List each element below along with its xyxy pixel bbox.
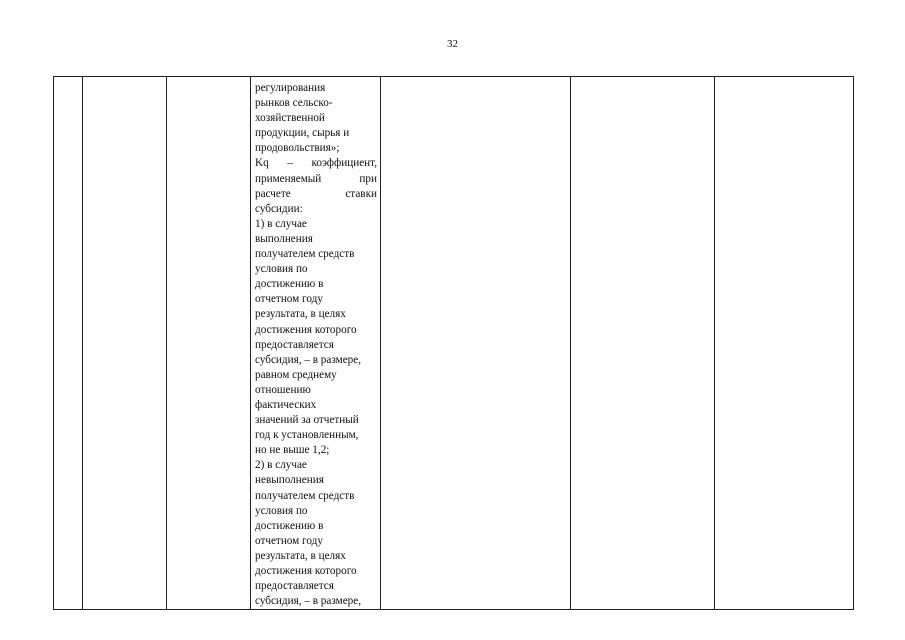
text-line: субсидии: [255, 202, 303, 215]
text-line: субсидия, – в размере, [255, 595, 362, 608]
text-word: применяемый [255, 172, 322, 185]
subsidy-formula-text [251, 77, 380, 609]
table-cell-col-3 [167, 77, 251, 610]
text-line: продовольствия»; [255, 142, 340, 155]
table-cell-col-7 [715, 77, 854, 610]
table-cell-col-2 [83, 77, 167, 610]
table-row [54, 77, 854, 610]
text-line: достижения которого [255, 323, 357, 336]
text-line: предоставляется [255, 580, 334, 593]
text-line: условия по [255, 504, 308, 517]
text-line: 1) в случае [255, 217, 307, 230]
text-line: отношению [255, 383, 311, 396]
text-line: 2) в случае [255, 459, 307, 472]
text-word: ставки [345, 187, 377, 200]
text-line [255, 172, 377, 187]
text-line: предоставляется [255, 338, 334, 351]
text-word: коэффициент, [311, 157, 377, 170]
text-word: Kq [255, 157, 269, 170]
table-cell-col-5 [381, 77, 571, 610]
text-line: достижения которого [255, 565, 357, 577]
text-line: условия по [255, 263, 308, 276]
text-line: но не выше 1,2; [255, 444, 330, 457]
text-line: достижению в [255, 278, 324, 291]
text-line: год к установленным, [255, 429, 359, 442]
text-line [255, 187, 377, 202]
text-line: фактических [255, 398, 317, 411]
table-cell-col-1 [54, 77, 83, 610]
text-line: невыполнения [255, 474, 324, 487]
document-table [53, 76, 854, 610]
text-line: хозяйственной [255, 112, 325, 125]
text-line: рынков сельско- [255, 97, 333, 110]
text-line: результата, в целях [255, 549, 346, 562]
text-line: достижению в [255, 519, 324, 532]
text-line: равном среднему [255, 368, 337, 381]
text-word: расчете [255, 187, 291, 200]
text-line: отчетном году [255, 534, 323, 547]
text-line: отчетном году [255, 293, 323, 306]
text-line: получателем средств [255, 489, 355, 502]
text-line: регулирования [255, 82, 326, 94]
table-cell-col-4 [251, 77, 381, 610]
text-word: – [287, 157, 293, 170]
table-cell-col-6 [571, 77, 715, 610]
text-line: получателем средств [255, 248, 355, 261]
text-line: значений за отчетный [255, 414, 359, 427]
text-line: субсидия, – в размере, [255, 353, 362, 366]
text-word: при [359, 172, 377, 185]
text-line: результата, в целях [255, 308, 346, 321]
page-number: 32 [447, 38, 458, 50]
text-line [255, 156, 377, 171]
text-line: выполнения [255, 232, 313, 245]
text-line: продукции, сырья и [255, 127, 350, 140]
